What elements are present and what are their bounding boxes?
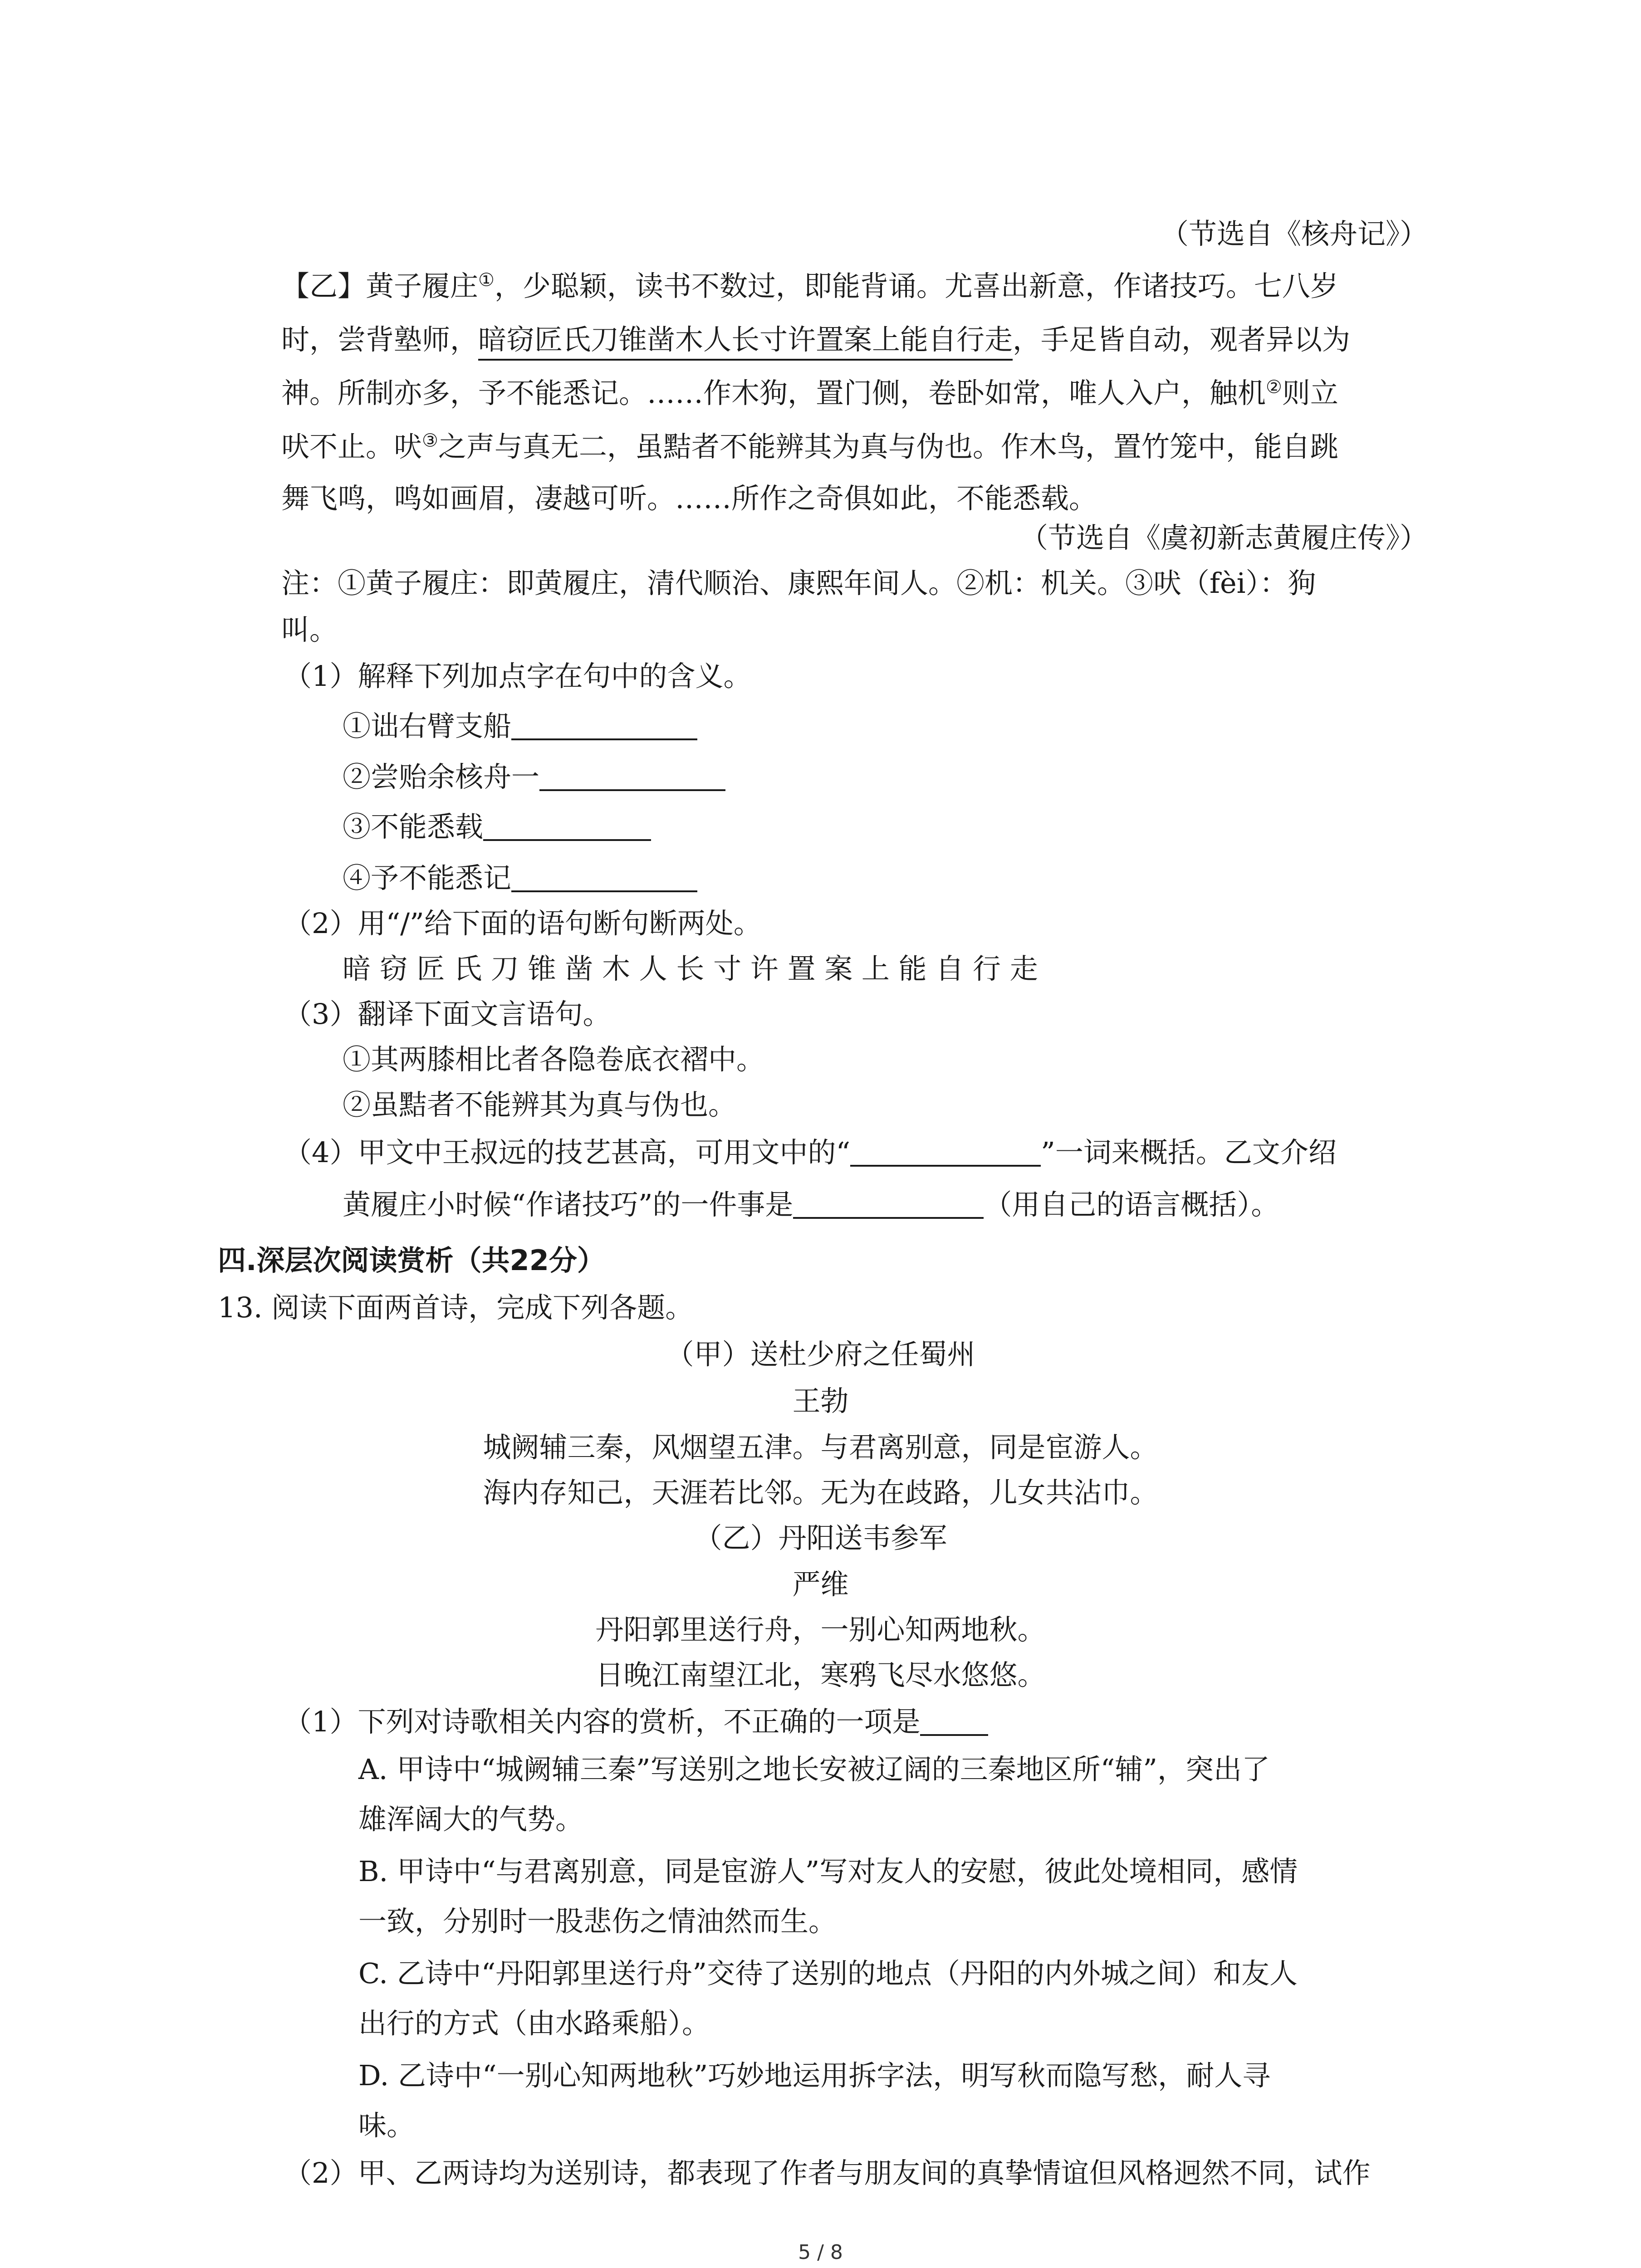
q1-item-3: ③不能悉载: [343, 813, 651, 841]
option-c-line-2: 出行的方式（由水路乘船）。: [358, 2007, 710, 2040]
poem-a-author: 王勃: [792, 1384, 849, 1418]
question-3: （3）翻译下面文言语句。: [284, 997, 611, 1031]
source-citation-a: （节选自《核舟记》）: [1160, 217, 1428, 250]
section-heading: 四.深层次阅读赏析（共22分）: [218, 1244, 605, 1277]
passage-b-line-4: 吠不止。吠③之声与真无二，虽黠者不能辨其为真与伪也。作木鸟，置竹笼中，能自跳: [281, 430, 1338, 463]
poem-a-line-1: 城阙辅三秦，风烟望五津。与君离别意，同是宦游人。: [483, 1431, 1158, 1464]
poem-b-line-2: 日晚江南望江北，寒鸦飞尽水悠悠。: [595, 1658, 1046, 1691]
poem-a-line-2: 海内存知己，天涯若比邻。无为在歧路，儿女共沾巾。: [483, 1476, 1158, 1509]
passage-b-line-3: 神。所制亦多，予不能悉记。……作木狗，置门侧，卷卧如常，唯人入户，触机②则立: [281, 376, 1338, 410]
passage-b-line-2: 时，尝背塾师，暗窃匠氏刀锥凿木人长寸许置案上能自行走，手足皆自动，观者异以为: [281, 326, 1350, 354]
q1-item-2: ②尝贻余核舟一: [343, 763, 725, 791]
option-a-line-1: A. 甲诗中“城阙辅三秦”写送别之地长安被辽阔的三秦地区所“辅”，突出了: [358, 1753, 1270, 1786]
page-number: 5 / 8: [798, 2241, 843, 2264]
answer-blank[interactable]: [539, 763, 725, 791]
answer-blank[interactable]: [483, 813, 651, 841]
q3-item-2: ②虽黠者不能辨其为真与伪也。: [343, 1088, 737, 1121]
q2-sentence: 暗 窃 匠 氏 刀 锥 凿 木 人 长 寸 许 置 案 上 能 自 行 走: [343, 952, 1038, 985]
question-4-line-1: （4）甲文中王叔远的技艺甚高，可用文中的“ ”一词来概括。乙文介绍: [284, 1136, 1337, 1169]
answer-blank[interactable]: [920, 1708, 988, 1736]
footnote-marker: ①: [478, 269, 495, 291]
question-13-1: （1）下列对诗歌相关内容的赏析，不正确的一项是: [284, 1708, 988, 1736]
footnote-marker: ②: [1266, 376, 1282, 398]
note-line-1: 注：①黄子履庄：即黄履庄，清代顺治、康熙年间人。②机：机关。③吠（fèi）：狗: [281, 567, 1316, 600]
q1-item-4: ④予不能悉记: [343, 864, 697, 892]
answer-blank[interactable]: [511, 864, 697, 892]
poem-b-line-1: 丹阳郭里送行舟，一别心知两地秋。: [595, 1613, 1046, 1646]
option-a-line-2: 雄浑阔大的气势。: [358, 1803, 584, 1836]
source-citation-b: （节选自《虞初新志黄履庄传》）: [1019, 521, 1428, 554]
option-d-line-1: D. 乙诗中“一别心知两地秋”巧妙地运用拆字法，明写秋而隐写愁，耐人寻: [358, 2059, 1271, 2092]
question-13: 13. 阅读下面两首诗，完成下列各题。: [218, 1291, 694, 1324]
option-b-line-1: B. 甲诗中“与君离别意，同是宦游人”写对友人的安慰，彼此处境相同，感情: [358, 1855, 1298, 1888]
answer-blank[interactable]: [511, 712, 697, 740]
poem-b-author: 严维: [792, 1568, 849, 1601]
passage-b-line-5: 舞飞鸣，鸣如画眉，凄越可听。……所作之奇俱如此，不能悉载。: [281, 482, 1097, 515]
option-c-line-1: C. 乙诗中“丹阳郭里送行舟”交待了送别的地点（丹阳的内外城之间）和友人: [358, 1957, 1298, 1990]
underlined-sentence: 暗窃匠氏刀锥凿木人长寸许置案上能自行走: [478, 323, 1013, 361]
question-4-line-2: 黄履庄小时候“作诸技巧”的一件事是 （用自己的语言概括）。: [343, 1188, 1279, 1221]
question-1: （1）解释下列加点字在句中的含义。: [284, 660, 752, 693]
question-2: （2）用“/”给下面的语句断句断两处。: [284, 907, 762, 940]
q1-item-1: ①诎右臂支船: [343, 712, 697, 740]
question-13-2: （2）甲、乙两诗均为送别诗，都表现了作者与朋友间的真挚情谊但风格迥然不同，试作: [284, 2156, 1371, 2190]
footnote-marker: ③: [422, 430, 438, 451]
q3-item-1: ①其两膝相比者各隐卷底衣褶中。: [343, 1043, 765, 1076]
option-d-line-2: 味。: [358, 2109, 415, 2142]
passage-b-line-1: 【乙】黄子履庄①，少聪颖，读书不数过，即能背诵。尤喜出新意，作诸技巧。七八岁: [281, 269, 1338, 303]
poem-a-title: （甲）送杜少府之任蜀州: [666, 1338, 975, 1371]
note-line-2: 叫。: [281, 613, 338, 646]
option-b-line-2: 一致，分别时一股悲伤之情油然而生。: [358, 1905, 837, 1938]
poem-b-title: （乙）丹阳送韦参军: [694, 1521, 947, 1554]
answer-blank[interactable]: [793, 1191, 984, 1219]
answer-blank[interactable]: [850, 1139, 1041, 1167]
